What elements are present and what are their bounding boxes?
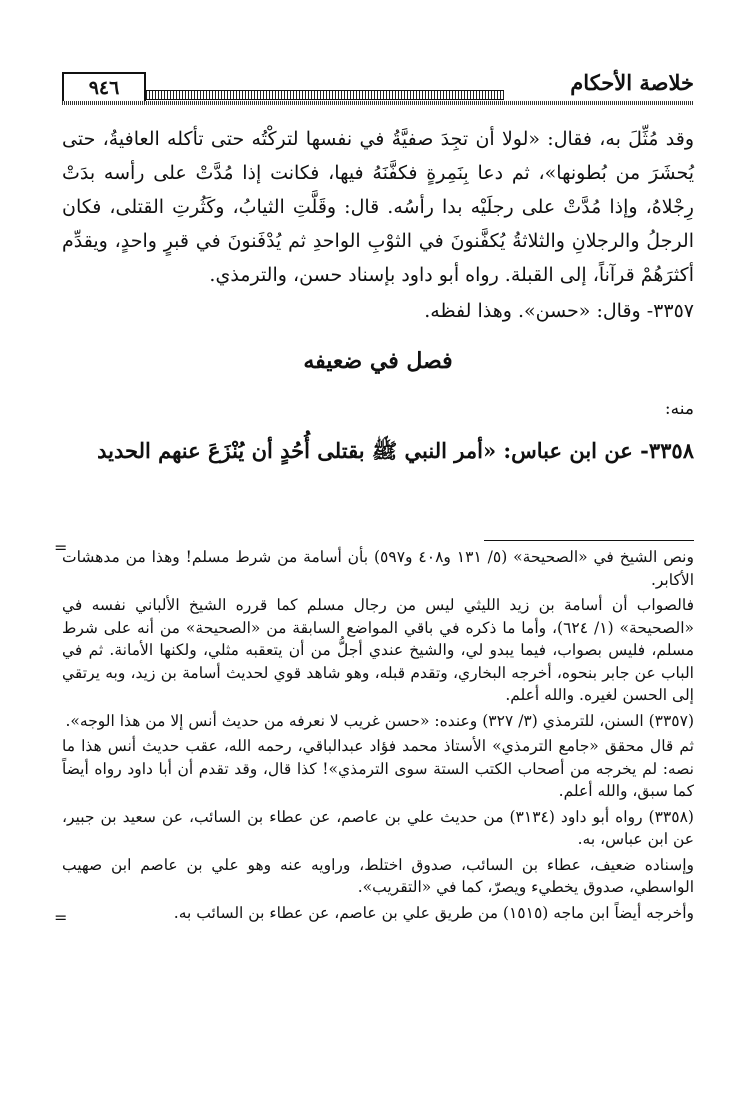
header-ornament-bar [146,90,504,100]
footnote-3358: (٣٣٥٨) رواه أبو داود (٣١٣٤) من حديث علي بن عاصم، عن عطاء بن السائب، عن سعيد بن جبير، عن ابن عباس، به. [62,807,694,848]
page-number: ٩٤٦ [62,72,146,104]
footnote-end-marker: = [54,908,68,927]
header-underline [62,101,694,105]
hadith-continuation: وقد مُثِّلَ به، فقال: «لولا أن تجِدَ صفيَّةُ في نفسها لتركْتُه حتى تأكله العافيةُ، حتى يُحشَرَ من بُطونها»، ثم دعا بِنَمِرةٍ فكفَّنَهُ فيها، فكانت إذا مُدَّتْ على رأسه بدَتْ رِجْلاهُ، وإذا مُدَّتْ على رجلَيْه بدا رأسُه. قال: وقَلَّتِ الثيابُ، وكَثُرتِ القتلى، فكان الرجلُ والرجلانِ والثلاثةُ يُكفَّنونَ في الثوْبِ الواحدِ ثم يُدْفَنونَ في قبرٍ واحدٍ، ويقدِّم أكثرَهُمْ قرآناً، إلى القبلة. رواه أبو داود بإسناد حسن، والترمذي. [62,128,694,286]
footnote-paragraph: ثم قال محقق «جامع الترمذي» الأستاذ محمد فؤاد عبدالباقي، رحمه الله، عقب حديث أنس هذا ما نصه: لم يخرجه من أصحاب الكتب الستة سوى الترمذي»! كذا قال، وقد تقدم أن أبا داود رواه أيضاً كما سبق، والله أعلم. [62,737,694,800]
running-title: خلاصة الأحكام [570,70,694,95]
main-text [62,122,694,468]
footnote-3357: (٣٣٥٧) السنن، للترمذي (٣/ ٣٢٧) وعنده: «حسن غريب لا نعرفه من حديث أنس إلا من هذا الوجه». [65,711,694,730]
footnote-rule [484,540,694,541]
hadith-3358: ٣٣٥٨- عن ابن عباس: «أمر النبي ﷺ بقتلى أُحُدٍ أن يُنْزَعَ عنهم الحديد [97,438,694,463]
footnote-paragraph: فالصواب أن أسامة بن زيد الليثي ليس من رجال مسلم كما قرره الشيخ الألباني نفسه في «الصحيحة» (١/ ٦٢٤)، وأما ما ذكره في باقي المواضع السابقة من «الصحيحة» من أنه على شرط مسلم، فليس بصواب، فيما يبدو لي، والشيخ عندي أجلُّ من أن يتعقبه مثلي، ولكنها الأمانة. ثم في الباب عن جابر بنحوه، أخرجه البخاري، وتقدم قبله، وهو شاهد قوي لحديث أسامة بن زيد، وبه يرتقي إلى الحسن لغيره. والله أعلم. [62,596,694,704]
hadith-3357: ٣٣٥٧- وقال: «حسن». وهذا لفظه. [424,300,694,322]
page-header [62,70,694,106]
footnote-continuation-marker: = [54,538,68,557]
footnote-paragraph: وإسناده ضعيف، عطاء بن السائب، صدوق اختلط، وراويه عنه وهو علي بن عاصم ابن صهيب الواسطي، صدوق يخطيء ويصرّ، كما في «التقريب». [62,855,694,896]
footnote-paragraph: وأخرجه أيضاً ابن ماجه (١٥١٥) من طريق علي بن عاصم، عن عطاء بن السائب به. [173,903,694,922]
minhu-label: منه: [664,399,694,419]
footnote-paragraph: ونص الشيخ في «الصحيحة» (٥/ ١٣١ و٤٠٨ و٥٩٧) بأن أسامة من شرط مسلم! وهذا من مدهشات الأكابر. [62,548,694,589]
section-heading: فصل في ضعيفه [303,348,453,374]
footnotes [54,538,694,927]
